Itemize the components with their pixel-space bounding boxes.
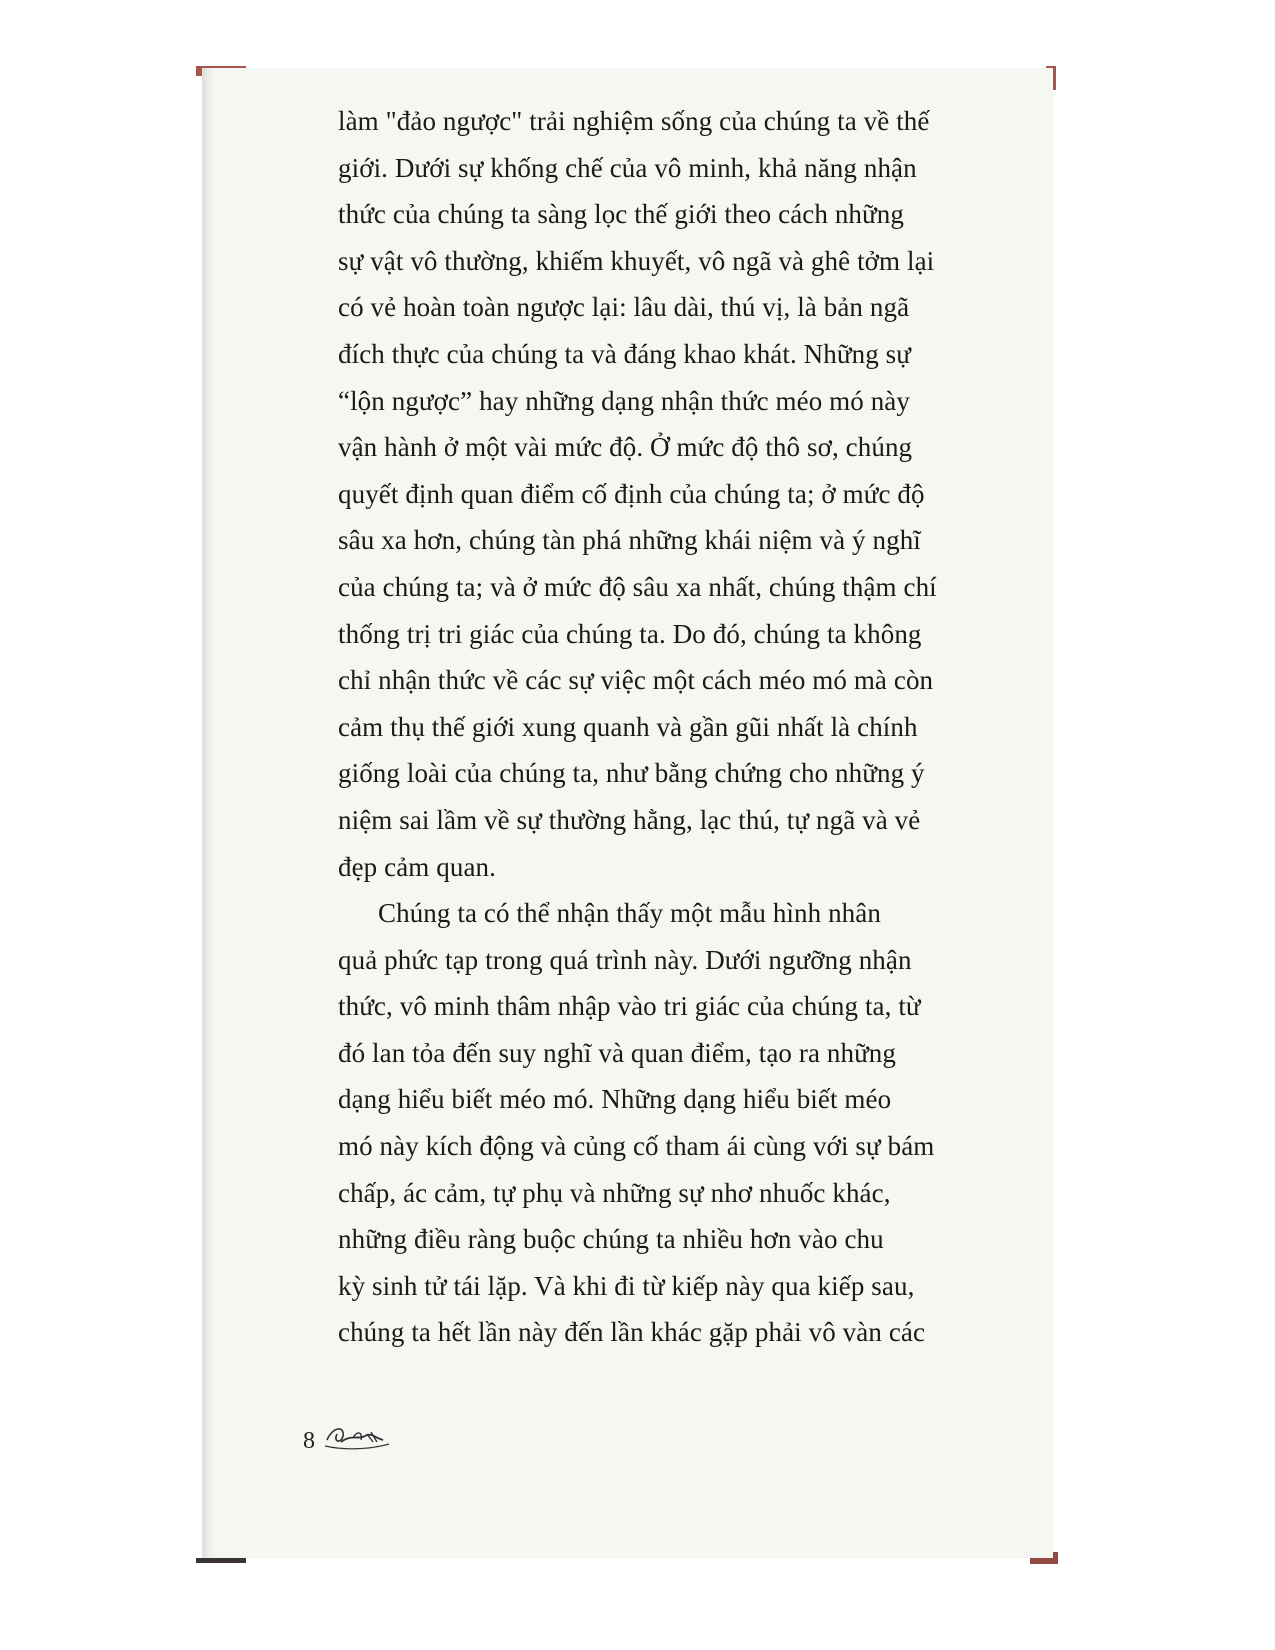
body-text (338, 98, 998, 1356)
text-line: chúng ta hết lần này đến lần khác gặp phải vô vàn các (338, 1317, 926, 1348)
text-line: chấp, ác cảm, tự phụ và những sự nhơ nhuốc khác, (338, 1177, 891, 1208)
text-line: vận hành ở một vài mức độ. Ở mức độ thô sơ, chúng (338, 432, 913, 463)
text-line: quả phức tạp trong quá trình này. Dưới ngưỡng nhận (338, 944, 912, 975)
book-cover-edge (196, 1558, 246, 1563)
page-number: 8 (303, 1428, 315, 1454)
text-line: đẹp cảm quan. (338, 851, 496, 882)
book-page (202, 68, 1053, 1558)
text-line: thức của chúng ta sàng lọc thế giới theo cách những (338, 199, 904, 230)
paragraph-start-line: Chúng ta có thể nhận thấy một mẫu hình nhân (378, 898, 881, 929)
text-line: đích thực của chúng ta và đáng khao khát. Những sự (338, 338, 912, 369)
text-line: mó này kích động và củng cố tham ái cùng với sự bám (338, 1131, 935, 1162)
decorative-ornament-icon (323, 1420, 393, 1454)
text-line: làm "đảo ngược" trải nghiệm sống của chúng ta về thế (338, 106, 930, 136)
text-line: niệm sai lầm về sự thường hằng, lạc thú, tự ngã và vẻ (338, 804, 921, 835)
text-line: dạng hiểu biết méo mó. Những dạng hiểu biết méo (338, 1084, 892, 1115)
text-line: giới. Dưới sự khống chế của vô minh, khả năng nhận (338, 152, 917, 183)
text-line: giống loài của chúng ta, như bằng chứng cho những ý (338, 758, 925, 789)
text-line: thống trị tri giác của chúng ta. Do đó, chúng ta không (338, 618, 922, 649)
text-line: những điều ràng buộc chúng ta nhiều hơn vào chu (338, 1224, 884, 1255)
text-line: quyết định quan điểm cố định của chúng ta; ở mức độ (338, 478, 925, 509)
text-line: của chúng ta; và ở mức độ sâu xa nhất, chúng thậm chí (338, 571, 937, 602)
text-line: chỉ nhận thức về các sự việc một cách méo mó mà còn (338, 665, 934, 696)
text-line: đó lan tỏa đến suy nghĩ và quan điểm, tạo ra những (338, 1037, 897, 1068)
text-line: thức, vô minh thâm nhập vào tri giác của chúng ta, từ (338, 991, 921, 1022)
text-line: sự vật vô thường, khiếm khuyết, vô ngã và ghê tởm lại (338, 245, 935, 276)
text-line: kỳ sinh tử tái lặp. Và khi đi từ kiếp này qua kiếp sau, (338, 1270, 915, 1301)
text-line: sâu xa hơn, chúng tàn phá những khái niệm và ý nghĩ (338, 525, 921, 556)
text-line: “lộn ngược” hay những dạng nhận thức méo mó này (338, 385, 910, 416)
text-line: có vẻ hoàn toàn ngược lại: lâu dài, thú vị, là bản ngã (338, 292, 910, 323)
text-line: cảm thụ thế giới xung quanh và gần gũi nhất là chính (338, 711, 918, 742)
